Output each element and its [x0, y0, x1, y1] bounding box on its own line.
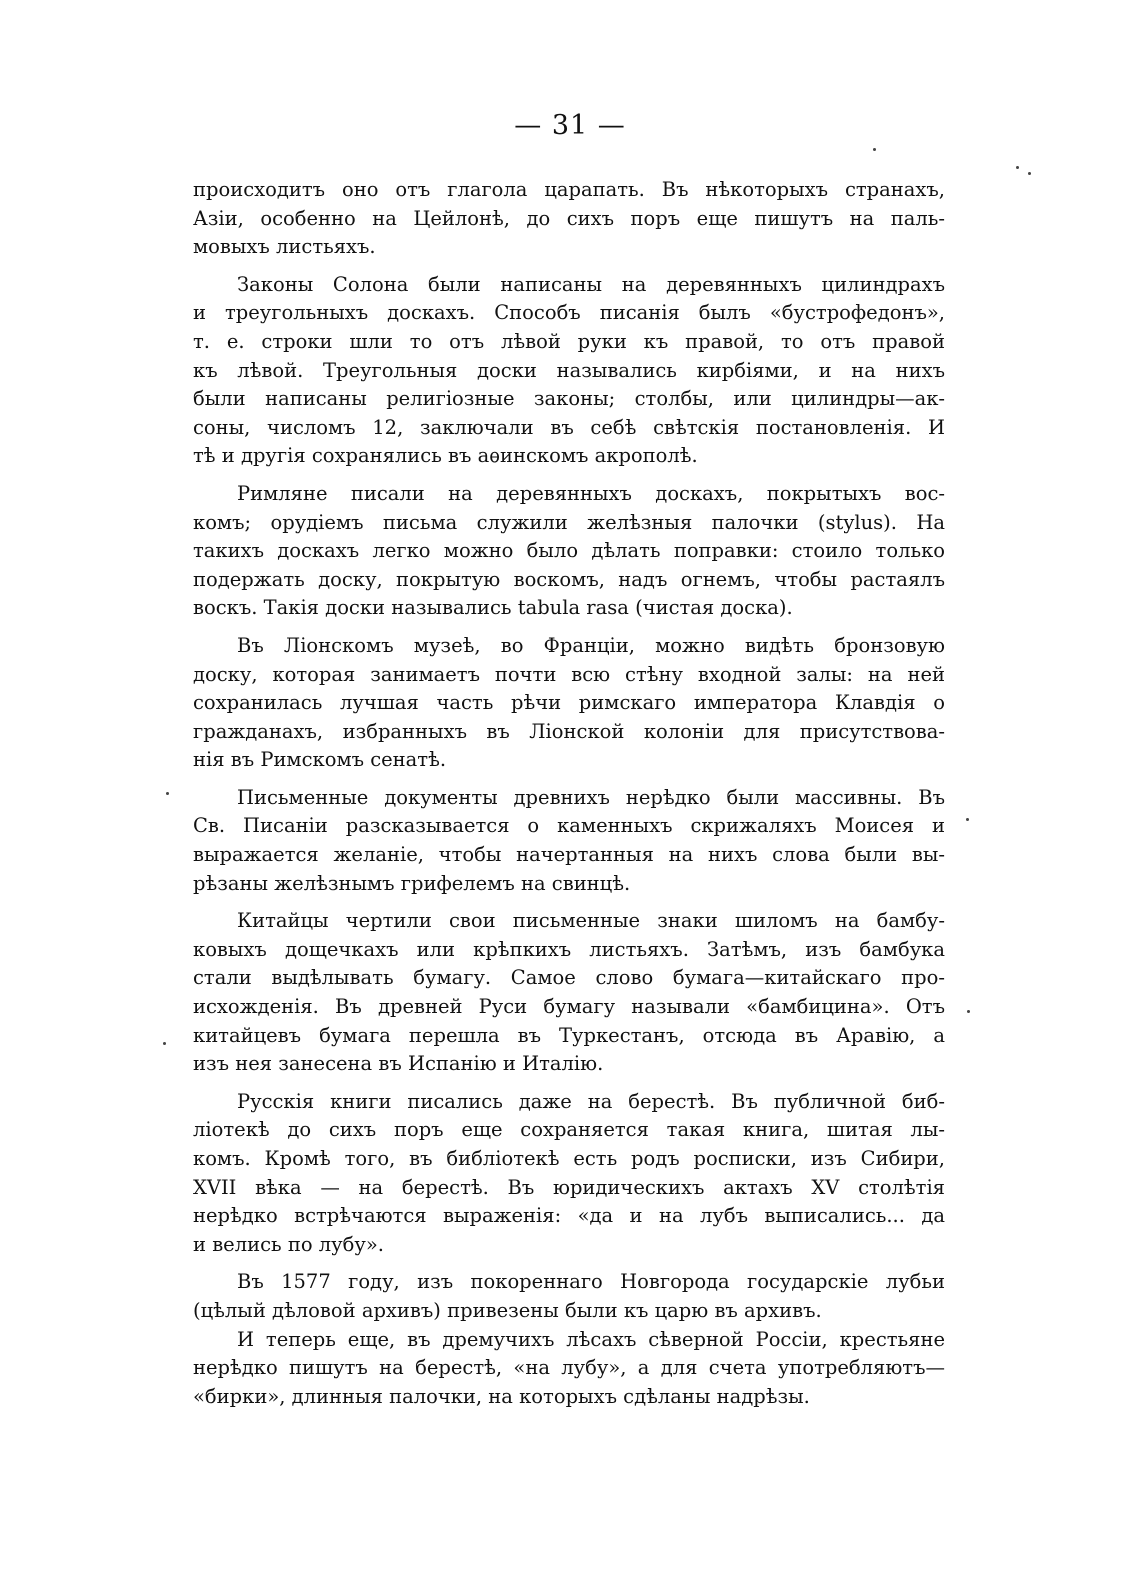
text-line: стали выдѣлывать бумагу. Самое слово бумага—китайскаго про- — [193, 966, 945, 990]
print-speck — [1028, 172, 1031, 175]
print-speck — [163, 1042, 166, 1045]
text-line: сохранилась лучшая часть рѣчи римскаго императора Клавдія о — [193, 691, 945, 715]
paragraph-8 — [193, 1268, 945, 1325]
text-line: рѣзаны желѣзнымъ грифелемъ на свинцѣ. — [193, 871, 631, 895]
text-line: Русскія книги писались даже на берестѣ. Въ публичной биб- — [237, 1089, 945, 1113]
text-line: тѣ и другія сохранялись въ аѳинскомъ акрополѣ. — [193, 444, 698, 468]
text-line: Римляне писали на деревянныхъ доскахъ, покрытыхъ вос- — [237, 481, 945, 505]
text-line: къ лѣвой. Треугольныя доски назывались кирбіями, и на нихъ — [193, 358, 945, 382]
text-line: нерѣдко пишутъ на берестѣ, «на лубу», а для счета употребляютъ— — [193, 1356, 945, 1380]
body-text — [193, 176, 945, 1420]
text-line: соны, числомъ 12, заключали въ себѣ свѣтскія постановленія. И — [193, 415, 945, 439]
print-speck — [166, 792, 169, 795]
text-line: нерѣдко встрѣчаются выраженія: «да и на лубъ выписались... да — [193, 1204, 945, 1228]
text-line: Китайцы чертили свои письменные знаки шиломъ на бамбу- — [237, 909, 945, 933]
text-line: воскъ. Такія доски назывались tabula rasa (чистая доска). — [193, 596, 793, 620]
paragraph-2 — [193, 271, 945, 471]
text-line: ковыхъ дощечкахъ или крѣпкихъ листьяхъ. Затѣмъ, изъ бамбука — [193, 937, 945, 961]
paragraph-5 — [193, 784, 945, 898]
text-line: происходитъ оно отъ глагола царапать. Въ нѣкоторыхъ странахъ, — [193, 178, 945, 201]
text-line: XVII вѣка — на берестѣ. Въ юридическихъ актахъ XV столѣтія — [193, 1175, 945, 1199]
text-line: комъ. Кромѣ того, въ библіотекѣ есть родъ росписки, изъ Сибири, — [193, 1147, 945, 1170]
text-line: Въ 1577 году, изъ покореннаго Новгорода государскіе лубьи — [237, 1270, 945, 1294]
text-line: ліотекѣ до сихъ поръ еще сохраняется такая книга, шитая лы- — [193, 1118, 945, 1142]
text-line: «бирки», длинныя палочки, на которыхъ сдѣланы надрѣзы. — [193, 1384, 810, 1408]
text-line: и велись по лубу». — [193, 1232, 384, 1256]
paragraph-1 — [193, 176, 945, 262]
text-line: нія въ Римскомъ сенатѣ. — [193, 748, 447, 772]
paragraph-9 — [193, 1326, 945, 1412]
page-number: — 31 — — [514, 110, 626, 141]
text-line: комъ; орудіемъ письма служили желѣзныя палочки (stylus). На — [193, 510, 945, 534]
text-line: гражданахъ, избранныхъ въ Ліонской колоніи для присутствова- — [193, 719, 945, 743]
text-line: Въ Ліонскомъ музеѣ, во Франціи, можно видѣть бронзовую — [237, 633, 945, 657]
text-line: китайцевъ бумага перешла въ Туркестанъ, отсюда въ Аравію, а — [193, 1023, 945, 1047]
print-speck — [966, 818, 969, 821]
text-line: Законы Солона были написаны на деревянныхъ цилиндрахъ — [237, 272, 945, 296]
print-speck — [873, 148, 876, 151]
text-line: Св. Писаніи разсказывается о каменныхъ скрижаляхъ Моисея и — [193, 814, 945, 838]
text-line: Письменные документы древнихъ нерѣдко были массивны. Въ — [237, 785, 945, 809]
text-line: Азіи, особенно на Цейлонѣ, до сихъ поръ еще пишутъ на паль- — [193, 206, 945, 230]
text-line: мовыхъ листьяхъ. — [193, 235, 376, 259]
text-line: т. е. строки шли то отъ лѣвой руки къ правой, то отъ правой — [193, 329, 945, 353]
text-line: (цѣлый дѣловой архивъ) привезены были къ царю въ архивъ. — [193, 1298, 822, 1322]
text-line: были написаны религіозные законы; столбы, или цилиндры—ак- — [193, 387, 945, 411]
text-line: подержать доску, покрытую воскомъ, надъ огнемъ, чтобы растаялъ — [193, 567, 945, 591]
print-speck — [1016, 166, 1019, 169]
paragraph-6 — [193, 907, 945, 1079]
text-line: такихъ доскахъ легко можно было дѣлать поправки: стоило только — [193, 539, 945, 563]
text-line: изъ нея занесена въ Испанію и Италію. — [193, 1052, 604, 1076]
print-speck — [967, 1010, 970, 1013]
text-line: доску, которая занимаетъ почти всю стѣну входной залы: на ней — [193, 662, 945, 686]
text-line: исхожденія. Въ древней Руси бумагу называли «бамбицина». Отъ — [193, 995, 945, 1019]
paragraph-7 — [193, 1088, 945, 1260]
text-line: и треугольныхъ доскахъ. Способъ писанія былъ «бустрофедонъ», — [193, 301, 945, 325]
paragraph-3 — [193, 480, 945, 623]
paragraph-4 — [193, 632, 945, 775]
text-line: И теперь еще, въ дремучихъ лѣсахъ сѣверной Россіи, крестьяне — [237, 1327, 945, 1351]
text-line: выражается желаніе, чтобы начертанныя на нихъ слова были вы- — [193, 843, 945, 867]
